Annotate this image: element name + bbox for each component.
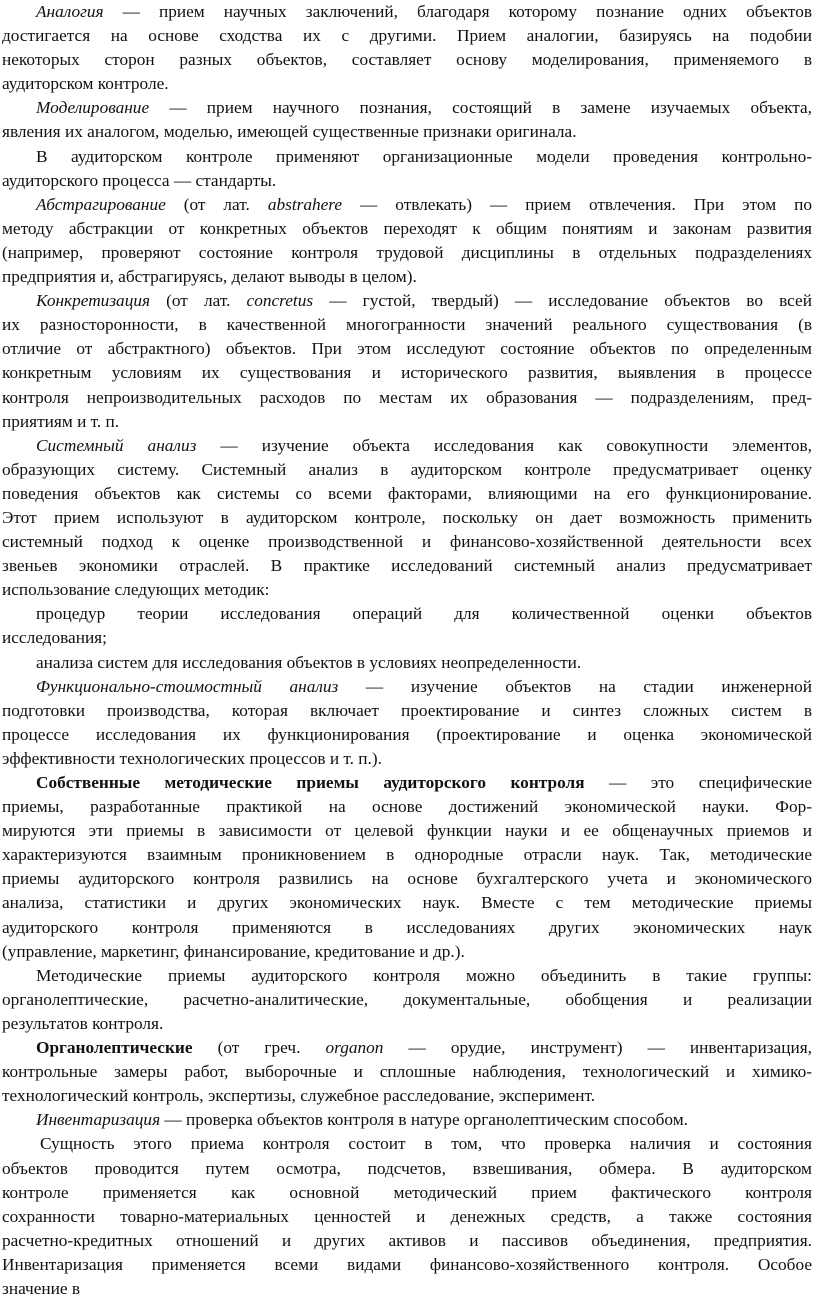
text-line: конкретным условиям их существования и исторического развития, выявления в процессе xyxy=(2,363,812,383)
text-line: сохранности товарно-материальных ценностей и денежных средств, а также состояния xyxy=(2,1206,812,1226)
text-line: характеризуются взаимным проникновением в однородные отрасли наук. Так, методические xyxy=(2,845,812,865)
text-line: звеньев экономики отраслей. В практике исследований системный анализ предусматривает xyxy=(2,556,812,576)
text-line: явления их аналогом, моделью, имеющей существенные признаки оригинала. xyxy=(2,122,577,142)
text-line: процедур теории исследования операций для количественной оценки объектов xyxy=(36,604,812,624)
text-line: расчетно-кредитных отношений и других активов и пассивов объединения, предприятия. xyxy=(2,1230,812,1250)
text-line: значение в xyxy=(2,1278,81,1298)
paragraph-abstraction xyxy=(2,193,812,289)
text-line: Моделирование — прием научного познания, состоящий в замене изучаемых объекта, xyxy=(36,98,812,118)
text-line: Методические приемы аудиторского контроля можно объединить в такие группы: xyxy=(36,965,812,985)
text-line: контроле применяется как основной методический прием фактического контроля xyxy=(2,1182,812,1202)
text-line: Аналогия — прием научных заключений, благодаря которому познание одних объектов xyxy=(36,2,812,21)
term-italic: Абстрагирование xyxy=(36,194,166,214)
text-line: Абстрагирование (от лат. abstrahere — отвлекать) — прием отвлечения. При этом по xyxy=(36,194,812,214)
text-line: достигается на основе сходства их с другими. Прием аналогии, базируясь на подобии xyxy=(2,26,812,46)
text-line: некоторых сторон разных объектов, составляет основу моделирования, применяемого в xyxy=(2,50,812,70)
paragraph-system-analysis xyxy=(2,434,812,603)
paragraph-groups xyxy=(2,964,812,1036)
text-line: (например, проверяют состояние контроля трудовой дисциплины в отдельных подразделениях xyxy=(2,242,812,262)
text-line: Инвентаризация — проверка объектов контроля в натуре органолептическим способом. xyxy=(36,1110,689,1130)
paragraph-organoleptic xyxy=(2,1036,812,1108)
text-line: анализа, статистики и других экономических наук. Вместе с тем методические приемы xyxy=(2,893,812,913)
paragraph-modeling xyxy=(2,96,812,144)
term-italic: Конкретизация xyxy=(36,291,151,311)
term-bold: Органолептические xyxy=(36,1038,193,1058)
paragraph-concretization xyxy=(2,289,812,434)
text-line: Органолептические (от греч. organon — орудие, инструмент) — инвентаризация, xyxy=(36,1038,812,1058)
text-line: Системный анализ — изучение объекта исследования как совокупности элементов, xyxy=(36,435,812,455)
paragraph-functional-cost xyxy=(2,675,812,771)
text-line: Собственные методические приемы аудиторского контроля — это специфические xyxy=(36,773,812,792)
paragraph-inventory xyxy=(2,1108,812,1132)
text-line: Этот прием используют в аудиторском контроле, поскольку он дает возможность применить xyxy=(2,507,812,527)
paragraph-essence xyxy=(2,1132,812,1301)
list-item-method-2 xyxy=(2,651,812,675)
text-line: Функционально-стоимостный анализ — изучение объектов на стадии инженерной xyxy=(36,676,812,696)
text-line: контрольные замеры работ, выборочные и сплошные наблюдения, технологический и химико- xyxy=(2,1062,812,1082)
term-italic: Инвентаризация xyxy=(36,1110,161,1130)
text-line: приемы, разработанные практикой на основе достижений экономической науки. Фор- xyxy=(2,797,812,817)
text-line: органолептические, расчетно-аналитические, документальные, обобщения и реализации xyxy=(2,989,812,1009)
text-line: результатов контроля. xyxy=(2,1013,164,1033)
text-line: Инвентаризация применяется всеми видами финансово-хозяйственного контроля. Особое xyxy=(2,1254,812,1274)
text-line: объектов проводится путем осмотра, подсчетов, взвешивания, обмера. В аудиторском xyxy=(2,1158,812,1178)
text-line: поведения объектов как системы со всеми факторами, влияющими на его функционирование. xyxy=(2,483,812,503)
term-italic: Моделирование xyxy=(36,98,150,118)
text-line: Сущность этого приема контроля состоит в том, что проверка наличия и состояния xyxy=(40,1134,812,1154)
text-line: исследования; xyxy=(2,628,107,648)
text-line: отличие от абстрактного) объектов. При этом исследуют состояние объектов по определенным xyxy=(2,339,812,359)
latin-word: abstrahere xyxy=(267,194,343,214)
latin-word: concretus xyxy=(246,291,314,311)
text-line: процессе исследования их функционирования (проектирование и оценка экономической xyxy=(2,724,812,744)
text-line: приемы аудиторского контроля развились на основе бухгалтерского учета и экономического xyxy=(2,869,812,889)
text-line: анализа систем для исследования объектов в условиях неопределенности. xyxy=(36,652,582,672)
text-line: В аудиторском контроле применяют организационные модели проведения контрольно- xyxy=(36,146,812,166)
paragraph-org-models xyxy=(2,145,812,193)
text-line: предприятия и, абстрагируясь, делают выводы в целом). xyxy=(2,267,417,287)
text-line: аудиторского процесса — стандарты. xyxy=(2,170,277,190)
term-italic: Функционально-стоимостный анализ xyxy=(36,676,339,696)
text-line: аудиторском контроле. xyxy=(2,74,169,94)
text-line: системный подход к оценке производственной и финансово-хозяйственной деятельности всех xyxy=(2,532,812,552)
text-line: эффективности технологических процессов и т. п.). xyxy=(2,748,382,768)
text-line: мируются эти приемы в зависимости от целевой функции науки и ее общенаучных приемов и xyxy=(2,821,812,841)
text-line: использование следующих методик: xyxy=(2,580,270,600)
text-line: подготовки производства, которая включает проектирование и синтез сложных систем в xyxy=(2,700,812,720)
paragraph-own-methods xyxy=(2,771,812,964)
text-line: (управление, маркетинг, финансирование, кредитование и др.). xyxy=(2,941,465,961)
text-line: приятиям и т. п. xyxy=(2,411,120,431)
paragraph-analogy xyxy=(2,0,812,96)
text-line: контроля непроизводительных расходов по местам их образования — подразделениям, пред- xyxy=(2,387,812,407)
text-line: технологический контроль, экспертизы, служебное расследование, эксперимент. xyxy=(2,1086,596,1106)
text-line: аудиторского контроля применяются в исследованиях других экономических наук xyxy=(2,917,812,937)
term-italic: Аналогия xyxy=(36,2,104,21)
term-italic: Системный анализ xyxy=(36,435,197,455)
greek-word: organon xyxy=(325,1038,384,1058)
term-bold: Собственные методические приемы аудиторского контроля xyxy=(36,773,585,792)
list-item-method-1 xyxy=(2,602,812,650)
text-line: образующих систему. Системный анализ в аудиторском контроле предусматривает оценку xyxy=(2,459,812,479)
text-line: Конкретизация (от лат. concretus — густой, твердый) — исследование объектов во всей xyxy=(36,291,812,311)
text-line: методу абстракции от конкретных объектов переходят к общим понятиям и законам развития xyxy=(2,218,812,238)
text-line: их разносторонности, в качественной многогранности значений реального существования (в xyxy=(2,315,812,335)
